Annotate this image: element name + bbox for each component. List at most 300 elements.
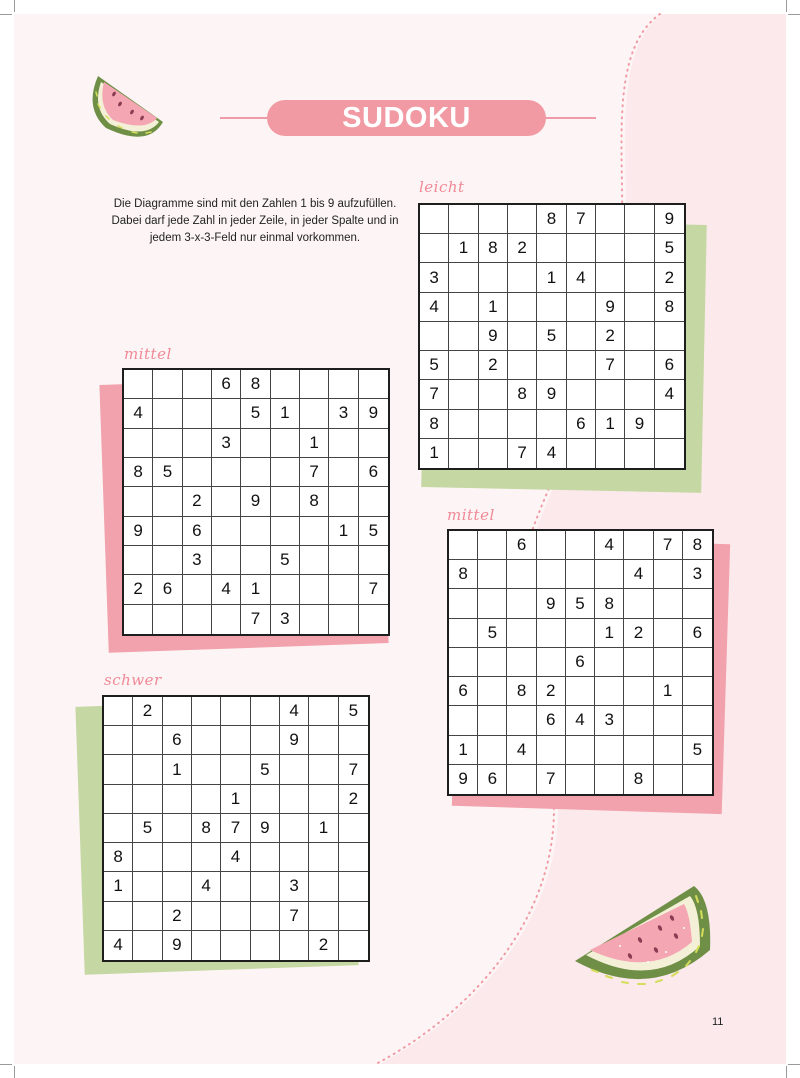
sudoku-cell[interactable] — [163, 814, 192, 843]
sudoku-cell[interactable] — [479, 380, 508, 409]
sudoku-cell[interactable]: 1 — [163, 755, 192, 784]
sudoku-cell[interactable] — [625, 322, 654, 351]
sudoku-cell[interactable] — [449, 619, 478, 648]
sudoku-cell[interactable]: 8 — [192, 814, 221, 843]
sudoku-cell[interactable]: 1 — [300, 429, 329, 458]
sudoku-cell[interactable]: 1 — [309, 814, 338, 843]
sudoku-cell[interactable] — [449, 589, 478, 618]
sudoku-cell[interactable]: 9 — [251, 814, 280, 843]
sudoku-cell[interactable]: 1 — [595, 619, 624, 648]
sudoku-cell[interactable] — [508, 205, 537, 234]
sudoku-cell[interactable] — [449, 410, 478, 439]
sudoku-cell[interactable] — [251, 697, 280, 726]
sudoku-cell[interactable]: 7 — [280, 902, 309, 931]
sudoku-cell[interactable] — [624, 589, 653, 618]
sudoku-cell[interactable] — [212, 546, 241, 575]
sudoku-cell[interactable]: 3 — [329, 399, 358, 428]
sudoku-cell[interactable] — [104, 726, 133, 755]
sudoku-cell[interactable] — [124, 487, 153, 516]
sudoku-cell[interactable] — [537, 234, 566, 263]
sudoku-cell[interactable]: 2 — [624, 619, 653, 648]
sudoku-cell[interactable] — [508, 410, 537, 439]
sudoku-cell[interactable]: 2 — [508, 234, 537, 263]
sudoku-cell[interactable]: 1 — [241, 575, 270, 604]
sudoku-cell[interactable]: 7 — [420, 380, 449, 409]
sudoku-cell[interactable]: 1 — [221, 785, 250, 814]
sudoku-cell[interactable] — [655, 439, 684, 468]
sudoku-cell[interactable] — [479, 263, 508, 292]
sudoku-cell[interactable] — [300, 605, 329, 634]
sudoku-cell[interactable] — [212, 487, 241, 516]
sudoku-cell[interactable]: 4 — [655, 380, 684, 409]
sudoku-cell[interactable] — [507, 706, 536, 735]
sudoku-cell[interactable] — [507, 560, 536, 589]
sudoku-cell[interactable] — [280, 843, 309, 872]
sudoku-cell[interactable]: 7 — [596, 351, 625, 380]
sudoku-cell[interactable]: 8 — [683, 531, 712, 560]
sudoku-cell[interactable] — [596, 205, 625, 234]
sudoku-cell[interactable] — [596, 380, 625, 409]
sudoku-cell[interactable] — [683, 677, 712, 706]
sudoku-cell[interactable] — [359, 546, 388, 575]
sudoku-cell[interactable]: 4 — [567, 263, 596, 292]
sudoku-cell[interactable]: 4 — [595, 531, 624, 560]
sudoku-cell[interactable] — [566, 531, 595, 560]
sudoku-cell[interactable]: 5 — [133, 814, 162, 843]
sudoku-cell[interactable] — [449, 439, 478, 468]
sudoku-cell[interactable] — [478, 589, 507, 618]
sudoku-cell[interactable]: 4 — [124, 399, 153, 428]
sudoku-cell[interactable] — [595, 736, 624, 765]
sudoku-cell[interactable]: 7 — [241, 605, 270, 634]
sudoku-cell[interactable] — [124, 605, 153, 634]
sudoku-cell[interactable]: 3 — [683, 560, 712, 589]
sudoku-cell[interactable]: 2 — [655, 263, 684, 292]
sudoku-cell[interactable] — [329, 429, 358, 458]
sudoku-cell[interactable]: 8 — [104, 843, 133, 872]
sudoku-cell[interactable] — [567, 234, 596, 263]
sudoku-cell[interactable] — [624, 648, 653, 677]
sudoku-cell[interactable]: 9 — [280, 726, 309, 755]
sudoku-cell[interactable] — [537, 531, 566, 560]
sudoku-cell[interactable] — [359, 370, 388, 399]
sudoku-cell[interactable] — [163, 872, 192, 901]
sudoku-cell[interactable]: 4 — [566, 706, 595, 735]
sudoku-cell[interactable]: 9 — [241, 487, 270, 516]
sudoku-cell[interactable] — [625, 439, 654, 468]
sudoku-cell[interactable] — [478, 648, 507, 677]
sudoku-cell[interactable] — [183, 370, 212, 399]
sudoku-cell[interactable]: 8 — [241, 370, 270, 399]
sudoku-cell[interactable] — [595, 677, 624, 706]
sudoku-cell[interactable] — [163, 697, 192, 726]
sudoku-cell[interactable] — [309, 872, 338, 901]
sudoku-cell[interactable] — [449, 263, 478, 292]
sudoku-cell[interactable] — [625, 293, 654, 322]
sudoku-cell[interactable] — [124, 429, 153, 458]
sudoku-cell[interactable]: 3 — [212, 429, 241, 458]
sudoku-cell[interactable] — [153, 429, 182, 458]
sudoku-cell[interactable] — [309, 902, 338, 931]
sudoku-cell[interactable] — [280, 931, 309, 960]
sudoku-cell[interactable]: 9 — [625, 410, 654, 439]
sudoku-cell[interactable] — [241, 458, 270, 487]
sudoku-cell[interactable] — [624, 706, 653, 735]
sudoku-cell[interactable] — [329, 546, 358, 575]
sudoku-cell[interactable]: 1 — [329, 517, 358, 546]
sudoku-cell[interactable]: 6 — [183, 517, 212, 546]
sudoku-cell[interactable]: 5 — [478, 619, 507, 648]
sudoku-cell[interactable] — [420, 234, 449, 263]
sudoku-cell[interactable] — [280, 785, 309, 814]
sudoku-cell[interactable] — [124, 546, 153, 575]
sudoku-cell[interactable]: 4 — [537, 439, 566, 468]
sudoku-cell[interactable] — [537, 410, 566, 439]
sudoku-cell[interactable]: 7 — [567, 205, 596, 234]
sudoku-cell[interactable]: 2 — [479, 351, 508, 380]
sudoku-cell[interactable] — [449, 205, 478, 234]
sudoku-cell[interactable] — [183, 429, 212, 458]
sudoku-cell[interactable]: 9 — [537, 589, 566, 618]
sudoku-cell[interactable]: 9 — [537, 380, 566, 409]
sudoku-cell[interactable] — [537, 351, 566, 380]
sudoku-cell[interactable] — [420, 205, 449, 234]
sudoku-cell[interactable]: 9 — [596, 293, 625, 322]
sudoku-cell[interactable] — [683, 765, 712, 794]
sudoku-cell[interactable]: 8 — [300, 487, 329, 516]
sudoku-cell[interactable]: 6 — [537, 706, 566, 735]
sudoku-cell[interactable]: 1 — [449, 736, 478, 765]
sudoku-cell[interactable] — [567, 322, 596, 351]
sudoku-cell[interactable] — [359, 429, 388, 458]
sudoku-cell[interactable] — [537, 560, 566, 589]
sudoku-cell[interactable] — [624, 677, 653, 706]
sudoku-cell[interactable] — [280, 755, 309, 784]
sudoku-cell[interactable] — [251, 872, 280, 901]
sudoku-cell[interactable]: 4 — [192, 872, 221, 901]
sudoku-cell[interactable] — [339, 872, 368, 901]
sudoku-cell[interactable]: 8 — [537, 205, 566, 234]
sudoku-cell[interactable] — [683, 589, 712, 618]
sudoku-cell[interactable]: 8 — [508, 380, 537, 409]
sudoku-cell[interactable] — [192, 785, 221, 814]
sudoku-cell[interactable] — [251, 843, 280, 872]
sudoku-cell[interactable]: 9 — [359, 399, 388, 428]
sudoku-cell[interactable] — [251, 931, 280, 960]
sudoku-cell[interactable] — [192, 755, 221, 784]
sudoku-cell[interactable]: 7 — [221, 814, 250, 843]
sudoku-cell[interactable] — [153, 546, 182, 575]
sudoku-cell[interactable] — [507, 619, 536, 648]
sudoku-cell[interactable]: 3 — [280, 872, 309, 901]
sudoku-cell[interactable] — [566, 736, 595, 765]
sudoku-cell[interactable] — [624, 736, 653, 765]
sudoku-cell[interactable] — [192, 726, 221, 755]
sudoku-cell[interactable]: 8 — [595, 589, 624, 618]
sudoku-cell[interactable]: 8 — [124, 458, 153, 487]
sudoku-cell[interactable] — [449, 380, 478, 409]
sudoku-cell[interactable] — [300, 517, 329, 546]
sudoku-cell[interactable]: 1 — [537, 263, 566, 292]
sudoku-cell[interactable]: 8 — [655, 293, 684, 322]
sudoku-cell[interactable]: 4 — [624, 560, 653, 589]
sudoku-cell[interactable] — [183, 605, 212, 634]
sudoku-cell[interactable]: 5 — [153, 458, 182, 487]
sudoku-cell[interactable] — [625, 205, 654, 234]
sudoku-cell[interactable] — [654, 560, 683, 589]
sudoku-cell[interactable]: 2 — [124, 575, 153, 604]
sudoku-cell[interactable]: 2 — [133, 697, 162, 726]
sudoku-cell[interactable]: 3 — [271, 605, 300, 634]
sudoku-cell[interactable] — [153, 605, 182, 634]
sudoku-cell[interactable] — [654, 706, 683, 735]
sudoku-cell[interactable]: 9 — [124, 517, 153, 546]
sudoku-cell[interactable]: 1 — [420, 439, 449, 468]
sudoku-cell[interactable] — [104, 697, 133, 726]
sudoku-cell[interactable] — [251, 726, 280, 755]
sudoku-cell[interactable]: 4 — [104, 931, 133, 960]
sudoku-cell[interactable] — [300, 370, 329, 399]
sudoku-cell[interactable]: 1 — [271, 399, 300, 428]
sudoku-cell[interactable] — [449, 648, 478, 677]
sudoku-cell[interactable] — [449, 531, 478, 560]
sudoku-cell[interactable] — [339, 814, 368, 843]
sudoku-cell[interactable] — [212, 517, 241, 546]
sudoku-cell[interactable]: 1 — [654, 677, 683, 706]
sudoku-cell[interactable] — [508, 351, 537, 380]
sudoku-cell[interactable] — [251, 902, 280, 931]
sudoku-cell[interactable]: 9 — [449, 765, 478, 794]
sudoku-cell[interactable]: 6 — [212, 370, 241, 399]
sudoku-cell[interactable] — [479, 410, 508, 439]
sudoku-cell[interactable]: 6 — [655, 351, 684, 380]
sudoku-cell[interactable] — [449, 351, 478, 380]
sudoku-cell[interactable] — [537, 293, 566, 322]
sudoku-cell[interactable] — [104, 785, 133, 814]
sudoku-cell[interactable]: 8 — [624, 765, 653, 794]
sudoku-cell[interactable]: 7 — [359, 575, 388, 604]
sudoku-cell[interactable] — [212, 458, 241, 487]
sudoku-cell[interactable] — [596, 439, 625, 468]
sudoku-cell[interactable] — [449, 322, 478, 351]
sudoku-cell[interactable] — [221, 697, 250, 726]
sudoku-cell[interactable]: 8 — [420, 410, 449, 439]
sudoku-cell[interactable] — [508, 293, 537, 322]
sudoku-cell[interactable]: 7 — [300, 458, 329, 487]
sudoku-cell[interactable] — [567, 380, 596, 409]
sudoku-cell[interactable]: 6 — [359, 458, 388, 487]
sudoku-cell[interactable] — [625, 263, 654, 292]
sudoku-cell[interactable]: 5 — [359, 517, 388, 546]
sudoku-cell[interactable]: 9 — [479, 322, 508, 351]
sudoku-cell[interactable] — [566, 560, 595, 589]
sudoku-cell[interactable] — [479, 205, 508, 234]
sudoku-cell[interactable] — [478, 706, 507, 735]
sudoku-cell[interactable] — [271, 458, 300, 487]
sudoku-cell[interactable] — [221, 931, 250, 960]
sudoku-cell[interactable] — [655, 410, 684, 439]
sudoku-cell[interactable] — [654, 589, 683, 618]
sudoku-cell[interactable] — [251, 785, 280, 814]
sudoku-cell[interactable] — [309, 843, 338, 872]
sudoku-cell[interactable] — [153, 517, 182, 546]
sudoku-cell[interactable] — [654, 736, 683, 765]
sudoku-cell[interactable]: 2 — [183, 487, 212, 516]
sudoku-cell[interactable]: 2 — [537, 677, 566, 706]
sudoku-cell[interactable] — [221, 755, 250, 784]
sudoku-cell[interactable] — [212, 399, 241, 428]
sudoku-cell[interactable] — [625, 380, 654, 409]
sudoku-cell[interactable] — [271, 575, 300, 604]
sudoku-cell[interactable] — [595, 560, 624, 589]
sudoku-cell[interactable] — [339, 931, 368, 960]
sudoku-cell[interactable] — [133, 843, 162, 872]
sudoku-cell[interactable] — [449, 293, 478, 322]
sudoku-cell[interactable]: 6 — [567, 410, 596, 439]
sudoku-cell[interactable] — [153, 370, 182, 399]
sudoku-cell[interactable] — [566, 765, 595, 794]
sudoku-cell[interactable] — [300, 546, 329, 575]
sudoku-cell[interactable]: 5 — [537, 322, 566, 351]
sudoku-cell[interactable] — [221, 902, 250, 931]
sudoku-cell[interactable] — [478, 531, 507, 560]
sudoku-cell[interactable] — [508, 263, 537, 292]
sudoku-cell[interactable]: 3 — [420, 263, 449, 292]
sudoku-cell[interactable] — [212, 605, 241, 634]
sudoku-cell[interactable]: 4 — [212, 575, 241, 604]
sudoku-cell[interactable]: 5 — [339, 697, 368, 726]
sudoku-cell[interactable]: 1 — [449, 234, 478, 263]
sudoku-cell[interactable] — [183, 399, 212, 428]
sudoku-cell[interactable] — [183, 458, 212, 487]
sudoku-cell[interactable] — [183, 575, 212, 604]
sudoku-cell[interactable] — [221, 872, 250, 901]
sudoku-cell[interactable] — [329, 487, 358, 516]
sudoku-cell[interactable] — [339, 902, 368, 931]
sudoku-cell[interactable]: 3 — [183, 546, 212, 575]
sudoku-cell[interactable] — [300, 399, 329, 428]
sudoku-cell[interactable] — [309, 697, 338, 726]
sudoku-cell[interactable] — [420, 322, 449, 351]
sudoku-cell[interactable]: 6 — [507, 531, 536, 560]
sudoku-cell[interactable] — [595, 648, 624, 677]
sudoku-cell[interactable] — [566, 677, 595, 706]
sudoku-cell[interactable]: 7 — [339, 755, 368, 784]
sudoku-cell[interactable]: 5 — [683, 736, 712, 765]
sudoku-cell[interactable] — [625, 234, 654, 263]
sudoku-cell[interactable] — [567, 439, 596, 468]
sudoku-cell[interactable] — [683, 706, 712, 735]
sudoku-cell[interactable]: 1 — [479, 293, 508, 322]
sudoku-cell[interactable] — [654, 619, 683, 648]
sudoku-cell[interactable]: 8 — [507, 677, 536, 706]
sudoku-cell[interactable] — [624, 531, 653, 560]
sudoku-cell[interactable]: 9 — [655, 205, 684, 234]
sudoku-cell[interactable]: 4 — [280, 697, 309, 726]
sudoku-cell[interactable] — [359, 487, 388, 516]
sudoku-cell[interactable] — [309, 785, 338, 814]
sudoku-cell[interactable]: 5 — [420, 351, 449, 380]
sudoku-cell[interactable] — [241, 517, 270, 546]
sudoku-cell[interactable] — [329, 605, 358, 634]
sudoku-cell[interactable] — [192, 843, 221, 872]
sudoku-cell[interactable] — [507, 589, 536, 618]
sudoku-cell[interactable]: 5 — [655, 234, 684, 263]
sudoku-cell[interactable] — [625, 351, 654, 380]
sudoku-cell[interactable] — [329, 370, 358, 399]
sudoku-cell[interactable] — [280, 814, 309, 843]
sudoku-cell[interactable]: 7 — [654, 531, 683, 560]
sudoku-cell[interactable] — [104, 814, 133, 843]
sudoku-cell[interactable] — [595, 765, 624, 794]
sudoku-cell[interactable] — [339, 726, 368, 755]
sudoku-cell[interactable] — [567, 351, 596, 380]
sudoku-cell[interactable]: 6 — [449, 677, 478, 706]
sudoku-cell[interactable] — [537, 648, 566, 677]
sudoku-cell[interactable]: 7 — [508, 439, 537, 468]
sudoku-cell[interactable] — [133, 902, 162, 931]
sudoku-cell[interactable]: 4 — [221, 843, 250, 872]
sudoku-cell[interactable] — [133, 726, 162, 755]
sudoku-cell[interactable]: 6 — [683, 619, 712, 648]
sudoku-cell[interactable] — [654, 765, 683, 794]
sudoku-cell[interactable]: 3 — [595, 706, 624, 735]
sudoku-cell[interactable] — [192, 697, 221, 726]
sudoku-cell[interactable]: 1 — [104, 872, 133, 901]
sudoku-cell[interactable] — [133, 785, 162, 814]
sudoku-cell[interactable] — [567, 293, 596, 322]
sudoku-cell[interactable] — [478, 736, 507, 765]
sudoku-cell[interactable]: 2 — [339, 785, 368, 814]
sudoku-cell[interactable] — [271, 429, 300, 458]
sudoku-cell[interactable] — [478, 560, 507, 589]
sudoku-cell[interactable]: 5 — [251, 755, 280, 784]
sudoku-cell[interactable] — [339, 843, 368, 872]
sudoku-cell[interactable] — [221, 726, 250, 755]
sudoku-cell[interactable]: 7 — [537, 765, 566, 794]
sudoku-cell[interactable]: 5 — [271, 546, 300, 575]
sudoku-cell[interactable] — [192, 902, 221, 931]
sudoku-cell[interactable] — [104, 902, 133, 931]
sudoku-cell[interactable] — [153, 487, 182, 516]
sudoku-cell[interactable] — [163, 843, 192, 872]
sudoku-cell[interactable] — [104, 755, 133, 784]
sudoku-cell[interactable] — [359, 605, 388, 634]
sudoku-cell[interactable] — [449, 706, 478, 735]
sudoku-cell[interactable]: 8 — [479, 234, 508, 263]
sudoku-cell[interactable] — [683, 648, 712, 677]
sudoku-cell[interactable] — [133, 872, 162, 901]
sudoku-cell[interactable] — [507, 648, 536, 677]
sudoku-cell[interactable] — [507, 765, 536, 794]
sudoku-cell[interactable]: 4 — [507, 736, 536, 765]
sudoku-cell[interactable] — [508, 322, 537, 351]
sudoku-cell[interactable] — [654, 648, 683, 677]
sudoku-cell[interactable]: 6 — [163, 726, 192, 755]
sudoku-cell[interactable] — [163, 785, 192, 814]
sudoku-cell[interactable] — [329, 458, 358, 487]
sudoku-cell[interactable] — [271, 370, 300, 399]
sudoku-cell[interactable]: 5 — [241, 399, 270, 428]
sudoku-cell[interactable]: 2 — [309, 931, 338, 960]
sudoku-cell[interactable]: 8 — [449, 560, 478, 589]
sudoku-cell[interactable] — [241, 429, 270, 458]
sudoku-cell[interactable] — [271, 487, 300, 516]
sudoku-cell[interactable] — [133, 755, 162, 784]
sudoku-cell[interactable] — [241, 546, 270, 575]
sudoku-cell[interactable] — [300, 575, 329, 604]
sudoku-cell[interactable] — [655, 322, 684, 351]
